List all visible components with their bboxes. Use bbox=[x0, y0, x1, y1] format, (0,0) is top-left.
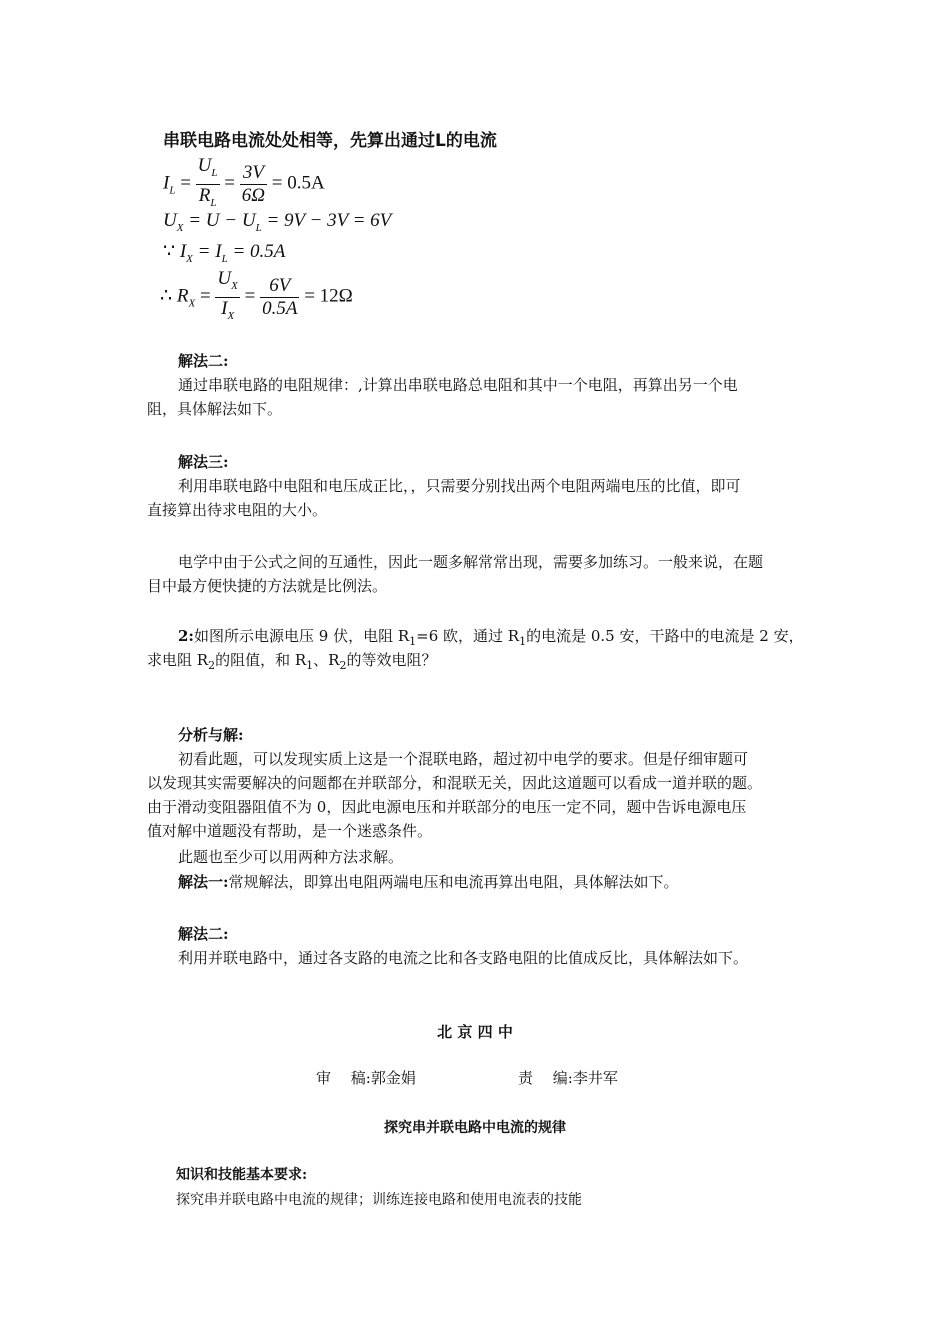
method2-line2: 阻，具体解法如下。 bbox=[147, 400, 283, 418]
editor: 责 编:李井军 bbox=[518, 1069, 618, 1087]
analysis-title: 分析与解: bbox=[178, 726, 244, 744]
summary-line2: 目中最方便快捷的方法就是比例法。 bbox=[147, 577, 388, 595]
section-heading: 串联电路电流处处相等，先算出通过L的电流 bbox=[163, 131, 497, 151]
summary-line1: 电学中由于公式之间的互通性，因此一题多解常常出现，需要多加练习。一般来说，在题 bbox=[178, 553, 764, 571]
requirements-title: 知识和技能基本要求: bbox=[176, 1167, 308, 1183]
analysis-line1: 初看此题，可以发现实质上这是一个混联电路，超过初中电学的要求。但是仔细审题可 bbox=[178, 750, 749, 768]
reviewer: 审 稿:郭金娟 bbox=[316, 1069, 416, 1087]
method3-line2: 直接算出待求电阻的大小。 bbox=[147, 501, 328, 519]
article-title: 探究串并联电路中电流的规律 bbox=[384, 1120, 566, 1136]
analysis-line3: 由于滑动变阻器阻值不为 0，因此电源电压和并联部分的电压一定不同，题中告诉电源电压 bbox=[147, 798, 747, 816]
analysis-method1: 解法一:常规解法，即算出电阻两端电压和电流再算出电阻，具体解法如下。 bbox=[178, 873, 679, 891]
problem2-line1: 2:如图所示电源电压 9 伏，电阻 $R_1=6$ 欧，通过 $R_1$的电流是 0.5 安，干路中的电流是 2 安， bbox=[178, 627, 804, 648]
analysis-method2-title: 解法二: bbox=[178, 925, 229, 943]
problem2-line2: 求电阻 $R_2$的阻值，和 $R_1$、$R_2$的等效电阻？ bbox=[147, 651, 437, 672]
analysis-line5: 此题也至少可以用两种方法求解。 bbox=[178, 848, 404, 866]
equation-voltage-x: $U_X = U - U_L = 9V - 3V = 6V$ bbox=[163, 210, 392, 234]
method2-title: 解法二: bbox=[178, 352, 229, 370]
equation-resistance-x: ∴ $R_X$ = $\frac{U_X}{I_X}$ = $\frac{6V}{0.5A}$ = 12Ω bbox=[160, 268, 353, 322]
method2-line1: 通过串联电路的电阻规律：,计算出串联电路总电阻和其中一个电阻，再算出另一个电 bbox=[178, 376, 738, 394]
analysis-method2-text: 利用并联电路中，通过各支路的电流之比和各支路电阻的比值成反比，具体解法如下。 bbox=[178, 949, 749, 967]
analysis-line4: 值对解中道题没有帮助，是一个迷惑条件。 bbox=[147, 822, 433, 840]
analysis-line2: 以发现其实需要解决的问题都在并联部分，和混联无关，因此这道题可以看成一道并联的题。 bbox=[147, 774, 763, 792]
school-name: 北 京 四 中 bbox=[437, 1023, 513, 1041]
requirements-text: 探究串并联电路中电流的规律；训练连接电路和使用电流表的技能 bbox=[176, 1192, 582, 1208]
equation-current-x: ∵ $I_X = I_L = 0.5A$ bbox=[163, 241, 286, 265]
method3-title: 解法三: bbox=[178, 453, 229, 471]
method3-line1: 利用串联电路中电阻和电压成正比，，只需要分别找出两个电阻两端电压的比值，即可 bbox=[178, 477, 741, 495]
equation-current-l: $I_L$ = $\frac{U_L}{R_L}$ = $\frac{3V}{6\Omega}$ = 0.5A bbox=[163, 155, 325, 209]
